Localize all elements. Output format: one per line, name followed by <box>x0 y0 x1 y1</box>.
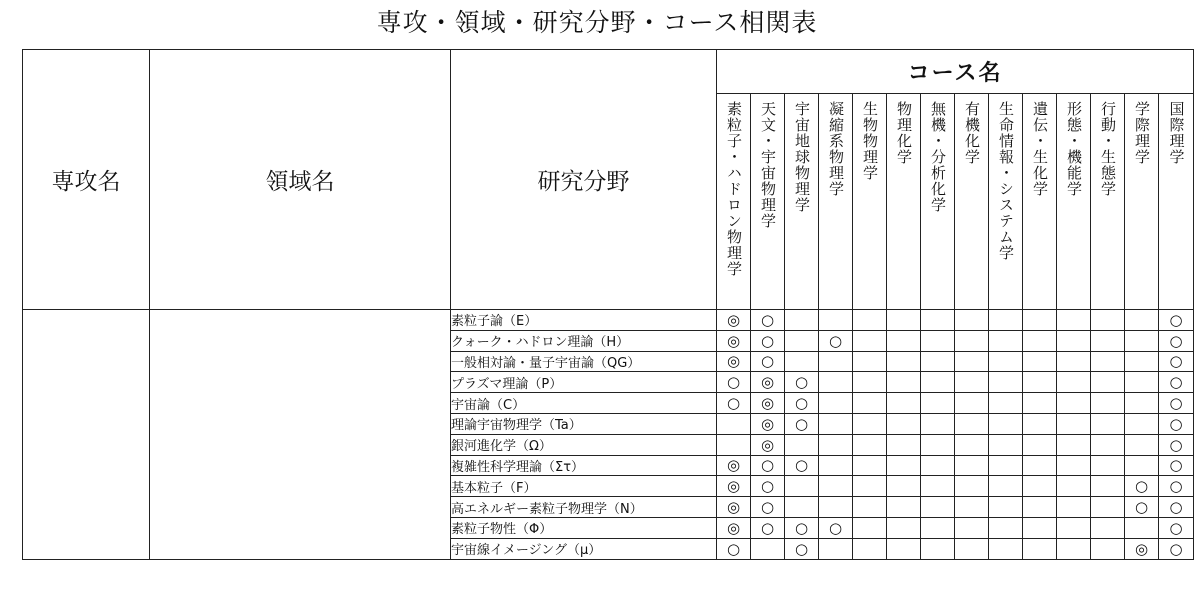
mark-cell: ○ <box>1159 538 1194 559</box>
mark-cell <box>1023 330 1057 351</box>
research-field-cell: 高エネルギー素粒子物理学（N） <box>451 497 717 518</box>
mark-cell <box>1057 310 1091 331</box>
course-header-cell <box>819 94 853 310</box>
mark-cell <box>887 330 921 351</box>
mark-cell <box>1091 538 1125 559</box>
course-header-cell <box>1125 94 1159 310</box>
mark-cell <box>819 351 853 372</box>
mark-cell: ○ <box>717 372 751 393</box>
course-name: 天文・宇宙物理学 <box>759 101 777 229</box>
mark-cell <box>785 434 819 455</box>
mark-cell <box>751 538 785 559</box>
mark-cell: ○ <box>717 538 751 559</box>
mark-cell <box>1057 330 1091 351</box>
mark-cell <box>1125 310 1159 331</box>
mark-cell <box>1125 330 1159 351</box>
mark-cell: ○ <box>1159 413 1194 434</box>
course-header-cell <box>921 94 955 310</box>
mark-cell <box>1057 497 1091 518</box>
mark-cell <box>1057 538 1091 559</box>
mark-cell: ○ <box>751 310 785 331</box>
mark-cell <box>989 351 1023 372</box>
mark-cell <box>887 413 921 434</box>
course-header-cell <box>1057 94 1091 310</box>
mark-cell <box>1091 455 1125 476</box>
mark-cell <box>819 455 853 476</box>
major-cell <box>23 310 150 560</box>
course-name: 国際理学 <box>1167 101 1186 165</box>
mark-cell <box>989 455 1023 476</box>
course-name: 凝縮系物理学 <box>827 101 845 197</box>
mark-cell: ○ <box>751 517 785 538</box>
mark-cell <box>1023 476 1057 497</box>
mark-cell <box>1125 455 1159 476</box>
mark-cell: ◎ <box>751 434 785 455</box>
mark-cell <box>785 330 819 351</box>
mark-cell <box>921 413 955 434</box>
course-name: 物理化学 <box>895 101 913 165</box>
course-header-cell <box>853 94 887 310</box>
course-header-cell <box>1023 94 1057 310</box>
mark-cell: ○ <box>1159 434 1194 455</box>
mark-cell <box>853 413 887 434</box>
mark-cell <box>853 393 887 414</box>
mark-cell <box>989 330 1023 351</box>
course-name: 生物物理学 <box>861 101 879 181</box>
research-field-cell: 複雑性科学理論（Στ） <box>451 455 717 476</box>
mark-cell: ○ <box>751 330 785 351</box>
mark-cell <box>887 372 921 393</box>
mark-cell <box>785 497 819 518</box>
mark-cell <box>819 310 853 331</box>
mark-cell <box>1057 351 1091 372</box>
mark-cell: ○ <box>751 497 785 518</box>
mark-cell <box>853 497 887 518</box>
mark-cell <box>955 310 989 331</box>
mark-cell <box>853 351 887 372</box>
mark-cell <box>819 372 853 393</box>
mark-cell <box>955 393 989 414</box>
mark-cell: ○ <box>785 413 819 434</box>
mark-cell <box>921 434 955 455</box>
course-header-cell <box>887 94 921 310</box>
mark-cell <box>955 434 989 455</box>
mark-cell <box>819 497 853 518</box>
mark-cell <box>1057 476 1091 497</box>
mark-cell <box>1125 372 1159 393</box>
mark-cell <box>1125 517 1159 538</box>
course-name: 有機化学 <box>963 101 981 165</box>
research-field-cell: 宇宙線イメージング（μ） <box>451 538 717 559</box>
mark-cell: ○ <box>1125 497 1159 518</box>
mark-cell: ◎ <box>717 455 751 476</box>
mark-cell: ○ <box>1159 476 1194 497</box>
mark-cell <box>887 517 921 538</box>
mark-cell: ◎ <box>717 310 751 331</box>
mark-cell <box>921 351 955 372</box>
mark-cell <box>1023 310 1057 331</box>
mark-cell <box>921 372 955 393</box>
mark-cell <box>819 434 853 455</box>
mark-cell: ○ <box>1159 497 1194 518</box>
mark-cell <box>1091 372 1125 393</box>
mark-cell <box>785 351 819 372</box>
mark-cell <box>1057 434 1091 455</box>
course-header-cell <box>751 94 785 310</box>
mark-cell: ○ <box>1159 372 1194 393</box>
mark-cell <box>1125 351 1159 372</box>
mark-cell <box>955 372 989 393</box>
research-field-cell: 宇宙論（C） <box>451 393 717 414</box>
mark-cell: ○ <box>1159 351 1194 372</box>
mark-cell: ○ <box>1125 476 1159 497</box>
research-field-cell: 銀河進化学（Ω） <box>451 434 717 455</box>
mark-cell <box>955 476 989 497</box>
mark-cell <box>1057 455 1091 476</box>
mark-cell <box>1091 351 1125 372</box>
mark-cell <box>1091 476 1125 497</box>
mark-cell <box>921 310 955 331</box>
mark-cell: ○ <box>1159 517 1194 538</box>
mark-cell <box>1125 434 1159 455</box>
research-field-cell: クォーク・ハドロン理論（H） <box>451 330 717 351</box>
mark-cell: ○ <box>717 393 751 414</box>
mark-cell <box>853 517 887 538</box>
research-field-cell: 素粒子物性（Φ） <box>451 517 717 538</box>
course-header-cell <box>717 94 751 310</box>
mark-cell <box>989 476 1023 497</box>
mark-cell <box>717 434 751 455</box>
mark-cell: ○ <box>751 351 785 372</box>
mark-cell <box>887 455 921 476</box>
table-body <box>23 310 1194 560</box>
field-header: 研究分野 <box>451 50 717 310</box>
research-field-cell: 一般相対論・量子宇宙論（QG） <box>451 351 717 372</box>
mark-cell <box>853 538 887 559</box>
course-header-cell <box>989 94 1023 310</box>
mark-cell <box>887 476 921 497</box>
mark-cell: ◎ <box>717 497 751 518</box>
mark-cell <box>1023 497 1057 518</box>
mark-cell <box>989 372 1023 393</box>
mark-cell: ◎ <box>751 372 785 393</box>
research-field-cell: プラズマ理論（P） <box>451 372 717 393</box>
mark-cell: ○ <box>1159 330 1194 351</box>
mark-cell: ○ <box>785 517 819 538</box>
mark-cell <box>1023 413 1057 434</box>
research-field-cell: 理論宇宙物理学（Ta） <box>451 413 717 434</box>
mark-cell: ◎ <box>717 351 751 372</box>
correlation-table <box>22 49 1194 560</box>
mark-cell <box>785 476 819 497</box>
domain-cell <box>150 310 451 560</box>
mark-cell: ○ <box>819 330 853 351</box>
mark-cell <box>989 538 1023 559</box>
mark-cell <box>1091 517 1125 538</box>
mark-cell <box>887 393 921 414</box>
mark-cell <box>1091 393 1125 414</box>
mark-cell <box>955 351 989 372</box>
course-name: 宇宙地球物理学 <box>793 101 811 213</box>
course-header-cell <box>1091 94 1125 310</box>
mark-cell <box>853 330 887 351</box>
mark-cell: ○ <box>785 455 819 476</box>
mark-cell <box>887 351 921 372</box>
mark-cell <box>921 517 955 538</box>
mark-cell <box>1057 413 1091 434</box>
mark-cell <box>1125 393 1159 414</box>
mark-cell <box>921 476 955 497</box>
mark-cell: ◎ <box>717 476 751 497</box>
mark-cell <box>887 434 921 455</box>
mark-cell <box>921 497 955 518</box>
mark-cell <box>819 538 853 559</box>
mark-cell <box>955 497 989 518</box>
mark-cell <box>1023 434 1057 455</box>
mark-cell <box>1023 393 1057 414</box>
mark-cell <box>887 538 921 559</box>
mark-cell <box>819 413 853 434</box>
mark-cell: ○ <box>751 455 785 476</box>
mark-cell <box>853 434 887 455</box>
course-name: 生命情報・システム学 <box>997 101 1015 261</box>
mark-cell <box>921 455 955 476</box>
mark-cell: ○ <box>785 538 819 559</box>
page-title: 専攻・領域・研究分野・コース相関表 <box>376 8 818 37</box>
course-name: 行動・生態学 <box>1099 101 1117 197</box>
mark-cell <box>1091 310 1125 331</box>
course-name: 学際理学 <box>1133 101 1151 165</box>
major-header: 専攻名 <box>23 50 150 310</box>
mark-cell <box>1091 497 1125 518</box>
mark-cell <box>853 455 887 476</box>
mark-cell <box>1023 372 1057 393</box>
mark-cell <box>785 310 819 331</box>
course-name: 素粒子・ハドロン物理学 <box>725 101 743 277</box>
mark-cell <box>1057 393 1091 414</box>
mark-cell <box>955 455 989 476</box>
mark-cell <box>955 413 989 434</box>
course-name: 無機・分析化学 <box>929 101 947 213</box>
mark-cell <box>921 393 955 414</box>
mark-cell: ○ <box>751 476 785 497</box>
research-field-cell: 素粒子論（E） <box>451 310 717 331</box>
mark-cell <box>1125 413 1159 434</box>
mark-cell: ◎ <box>751 393 785 414</box>
mark-cell: ○ <box>785 372 819 393</box>
mark-cell <box>853 310 887 331</box>
course-name: 形態・機能学 <box>1065 101 1083 197</box>
mark-cell <box>955 330 989 351</box>
course-header-cell <box>955 94 989 310</box>
mark-cell: ○ <box>1159 393 1194 414</box>
mark-cell <box>955 538 989 559</box>
mark-cell <box>853 476 887 497</box>
mark-cell <box>921 330 955 351</box>
mark-cell <box>989 310 1023 331</box>
domain-header: 領域名 <box>150 50 451 310</box>
mark-cell <box>1023 455 1057 476</box>
mark-cell <box>921 538 955 559</box>
research-field-cell: 基本粒子（F） <box>451 476 717 497</box>
mark-cell: ◎ <box>717 330 751 351</box>
mark-cell: ○ <box>1159 310 1194 331</box>
mark-cell <box>1023 538 1057 559</box>
course-group-header: コース名 <box>717 50 1194 94</box>
mark-cell <box>887 310 921 331</box>
mark-cell <box>1091 413 1125 434</box>
mark-cell <box>1023 351 1057 372</box>
mark-cell <box>1091 330 1125 351</box>
mark-cell <box>989 517 1023 538</box>
mark-cell <box>819 476 853 497</box>
mark-cell: ○ <box>785 393 819 414</box>
mark-cell: ○ <box>819 517 853 538</box>
mark-cell <box>887 497 921 518</box>
mark-cell <box>1091 434 1125 455</box>
course-header-cell <box>1159 94 1194 310</box>
mark-cell: ◎ <box>1125 538 1159 559</box>
mark-cell: ○ <box>1159 455 1194 476</box>
mark-cell <box>1023 517 1057 538</box>
mark-cell: ◎ <box>751 413 785 434</box>
mark-cell <box>989 413 1023 434</box>
course-header-cell <box>785 94 819 310</box>
mark-cell <box>853 372 887 393</box>
mark-cell <box>1057 517 1091 538</box>
mark-cell <box>989 393 1023 414</box>
mark-cell <box>1057 372 1091 393</box>
table-row <box>23 310 1194 331</box>
mark-cell <box>989 434 1023 455</box>
mark-cell: ◎ <box>717 517 751 538</box>
mark-cell <box>989 497 1023 518</box>
mark-cell <box>955 517 989 538</box>
course-name: 遺伝・生化学 <box>1031 101 1049 197</box>
mark-cell <box>717 413 751 434</box>
mark-cell <box>819 393 853 414</box>
